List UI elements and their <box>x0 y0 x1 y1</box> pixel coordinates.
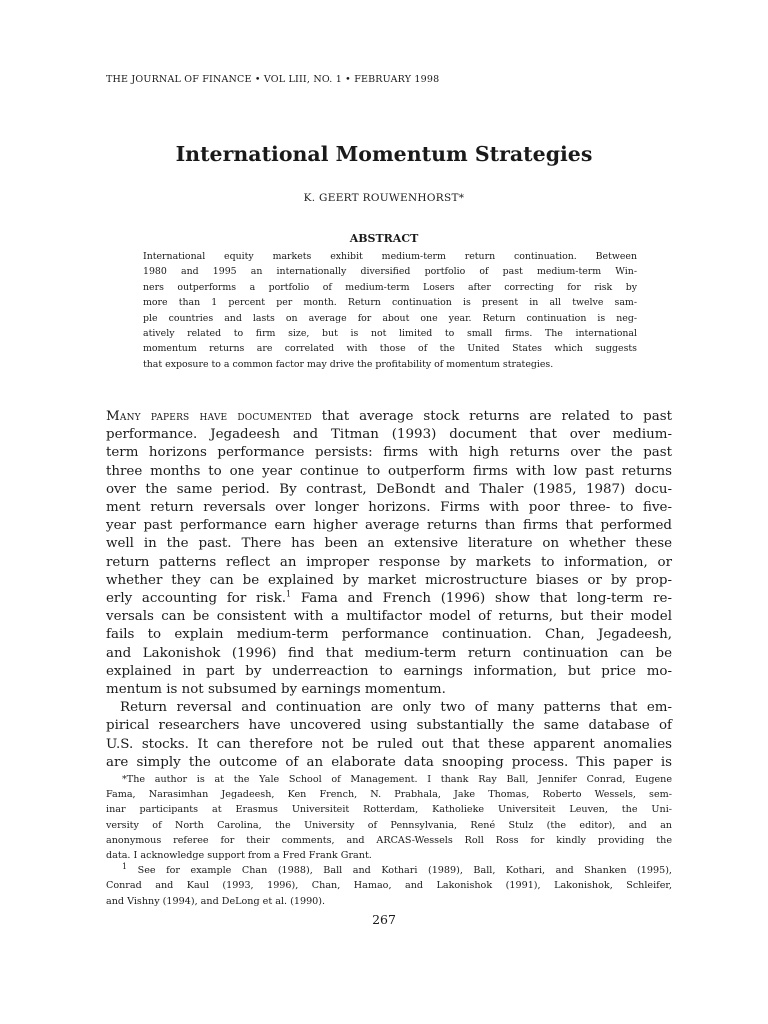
page-number: 267 <box>372 912 396 927</box>
body-line: year past performance earn higher average returns than firms that performed <box>106 518 672 534</box>
abstract-line: ners outperforms a portfolio of medium-term Losers after correcting for risk by <box>143 281 637 293</box>
author-note-line: Fama, Narasimhan Jegadeesh, Ken French, N. Prabhala, Jake Thomas, Roberto Wessels, sem- <box>106 789 672 801</box>
body-line: well in the past. There has been an extensive literature on whether these <box>106 536 672 552</box>
body-line-text: erly accounting for risk. <box>106 591 286 607</box>
body-line: and Lakonishok (1996) find that medium-term return continuation can be <box>106 645 672 661</box>
body-line <box>106 408 672 426</box>
abstract-line: momentum returns are correlated with those of the United States which suggests <box>143 343 637 355</box>
body-line-text: that average stock returns are related to past <box>311 409 672 424</box>
abstract-line: more than 1 percent per month. Return continuation is present in all twelve sam- <box>143 297 637 309</box>
body-line: return patterns reflect an improper response by markets to information, or <box>106 554 672 570</box>
footnote-1-line <box>106 863 672 878</box>
body-line: ment return reversals over longer horizons. Firms with poor three- to five- <box>106 500 672 516</box>
author-note-line: anonymous referee for their comments, and ARCAS-Wessels Roll Ross for kindly providing the <box>106 834 672 846</box>
body-line-text: Fama and French (1996) show that long-term re- <box>291 591 672 607</box>
footnote-1-line: Conrad and Kaul (1993, 1996), Chan, Hamao, and Lakonishok (1991), Lakonishok, Schleifer, <box>106 880 672 892</box>
body-line: performance. Jegadeesh and Titman (1993) document that over medium- <box>106 427 672 443</box>
abstract-line: 1980 and 1995 an internationally diversified portfolio of past medium-term Win- <box>143 266 637 278</box>
footnote-1-marker[interactable]: 1 <box>285 589 292 599</box>
abstract-body <box>143 249 637 372</box>
author-note-line: *The author is at the Yale School of Management. I thank Ray Ball, Jennifer Conrad, Eugene <box>122 774 672 785</box>
abstract-line: ple countries and lasts on average for about one year. Return continuation is neg- <box>143 312 637 324</box>
footnote-1-text: See for example Chan (1988), Ball and Kothari (1989), Ball, Kothari, and Shanken (1995), <box>127 865 672 877</box>
journal-header: THE JOURNAL OF FINANCE • VOL LIII, NO. 1 • FEBRUARY 1998 <box>106 74 440 85</box>
footnote-1-line: and Vishny (1994), and DeLong et al. (1990). <box>106 895 326 907</box>
body-line: pirical researchers have uncovered using substantially the same database of <box>106 718 672 734</box>
body-line: term horizons performance persists: firms with high returns over the past <box>106 445 672 461</box>
author-note-line: data. I acknowledge support from a Fred Frank Grant. <box>106 850 372 862</box>
abstract-heading: ABSTRACT <box>349 232 419 245</box>
abstract-line: that exposure to a common factor may drive the profitability of momentum strategies. <box>143 358 554 370</box>
body-line: Return reversal and continuation are only two of many patterns that em- <box>120 700 672 716</box>
body-line: over the same period. By contrast, DeBondt and Thaler (1985, 1987) docu- <box>106 481 672 497</box>
body-line <box>106 590 672 608</box>
body-line: versals can be consistent with a multifactor model of returns, but their model <box>106 609 672 625</box>
author-name: K. GEERT ROUWENHORST* <box>303 192 465 204</box>
author-note-line: versity of North Carolina, the University of Pennsylvania, René Stulz (the editor), and an <box>106 819 672 831</box>
body-text <box>106 408 672 772</box>
abstract-line: atively related to firm size, but is not limited to small firms. The international <box>143 328 637 340</box>
body-line: three months to one year continue to outperform firms with low past returns <box>106 463 672 479</box>
body-line: fails to explain medium-term performance continuation. Chan, Jegadeesh, <box>106 627 672 643</box>
body-line: are simply the outcome of an elaborate data snooping process. This paper is <box>106 754 672 770</box>
body-line: explained in part by underreaction to earnings information, but price mo- <box>106 663 672 679</box>
opening-smallcaps: Many papers have documented <box>106 409 312 424</box>
footnote-1-number: 1 <box>122 862 128 872</box>
body-line: whether they can be explained by market microstructure biases or by prop- <box>106 572 672 588</box>
body-line: U.S. stocks. It can therefore not be ruled out that these apparent anomalies <box>106 736 672 752</box>
article-title: International Momentum Strategies <box>175 142 593 166</box>
abstract-line: International equity markets exhibit medium-term return continuation. Between <box>143 251 637 262</box>
body-line: mentum is not subsumed by earnings momentum. <box>106 682 446 698</box>
footnotes <box>106 772 672 909</box>
author-note-line: inar participants at Erasmus Universiteit Rotterdam, Katholieke Universiteit Leuven, the Uni- <box>106 804 672 816</box>
